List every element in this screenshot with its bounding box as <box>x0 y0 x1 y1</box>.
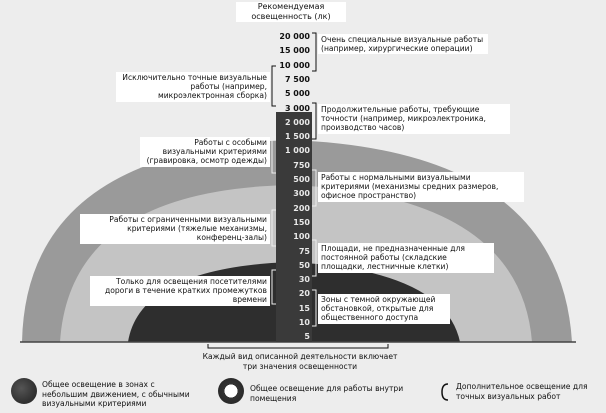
label-normal-criteria: Работы с нормальными визуальными критериями (механизмы средних размеров, офисное пространство) <box>318 172 524 202</box>
scale-tick: 1 500 <box>284 132 310 142</box>
bracket-exceptional <box>272 66 276 106</box>
scale-tick: 200 <box>293 203 310 213</box>
scale-tick: 3 000 <box>284 103 310 113</box>
scale-tick: 20 <box>298 289 310 299</box>
label-visitors: Только для освещения посетителями дороги в течение кратких промежутков времени <box>90 276 270 306</box>
label-limited-criteria: Работы с ограниченными визуальными критериями (тяжелые механизмы, конференц-залы) <box>80 214 270 244</box>
scale-tick: 300 <box>293 189 310 199</box>
label-very-special: Очень специальные визуальные работы (например, хирургические операции) <box>318 34 488 54</box>
label-prolonged: Продолжительные работы, требующие точности (например, микроэлектроника, производство часов) <box>318 104 510 134</box>
bracket-prolonged <box>312 103 316 139</box>
bracket-very-special <box>312 33 316 71</box>
label-special-criteria: Работы с особыми визуальными критериями (гравировка, осмотр одежды) <box>140 137 270 167</box>
bottom-bracket <box>208 344 388 348</box>
indoor-lighting-icon <box>218 378 244 404</box>
scale-tick: 5 <box>304 332 310 342</box>
scale-tick: 50 <box>298 260 310 270</box>
scale-tick: 7 500 <box>284 74 310 84</box>
scale-tick: 100 <box>293 232 310 242</box>
legend-local: Дополнительное освещение для точных визуальных работ <box>456 382 588 401</box>
scale-tick: 15 <box>298 303 310 313</box>
legend-general: Общее освещение в зонах с небольшим движением, с обычными визуальными критериями <box>42 380 190 408</box>
legend-indoor: Общее освещение для работы внутри помещения <box>250 384 404 403</box>
bottom-note: Каждый вид описанной деятельности включает три значения освещенности <box>202 352 398 371</box>
scale-tick: 20 000 <box>279 32 310 41</box>
scale-tick: 15 000 <box>279 46 310 56</box>
label-exceptional: Исключительно точные визуальные работы (например, микроэлектронная сборка) <box>116 72 270 102</box>
scale-tick: 10 000 <box>279 60 310 70</box>
scale-tick: 2 000 <box>284 117 310 127</box>
scale-tick: 500 <box>293 175 310 184</box>
scale-tick: 10 <box>298 318 310 327</box>
scale-tick: 75 <box>298 246 310 256</box>
scale-tick: 750 <box>293 160 310 170</box>
scale-tick: 150 <box>293 217 310 227</box>
label-non-permanent: Площади, не предназначенные для постоянной работы (складские площадки, лестничные клетки) <box>318 243 494 273</box>
scale-tick: 1 000 <box>284 146 310 156</box>
label-dark-zones: Зоны с темной окружающей обстановкой, открытые для общественного доступа <box>318 294 450 324</box>
axis-title: Рекомендуемая освещенность (лк) <box>236 2 346 22</box>
general-lighting-icon <box>11 378 37 404</box>
scale-tick: 30 <box>298 275 310 285</box>
scale-column-top <box>276 30 312 112</box>
local-lighting-bracket <box>442 384 448 400</box>
scale-tick: 5 000 <box>284 89 310 99</box>
